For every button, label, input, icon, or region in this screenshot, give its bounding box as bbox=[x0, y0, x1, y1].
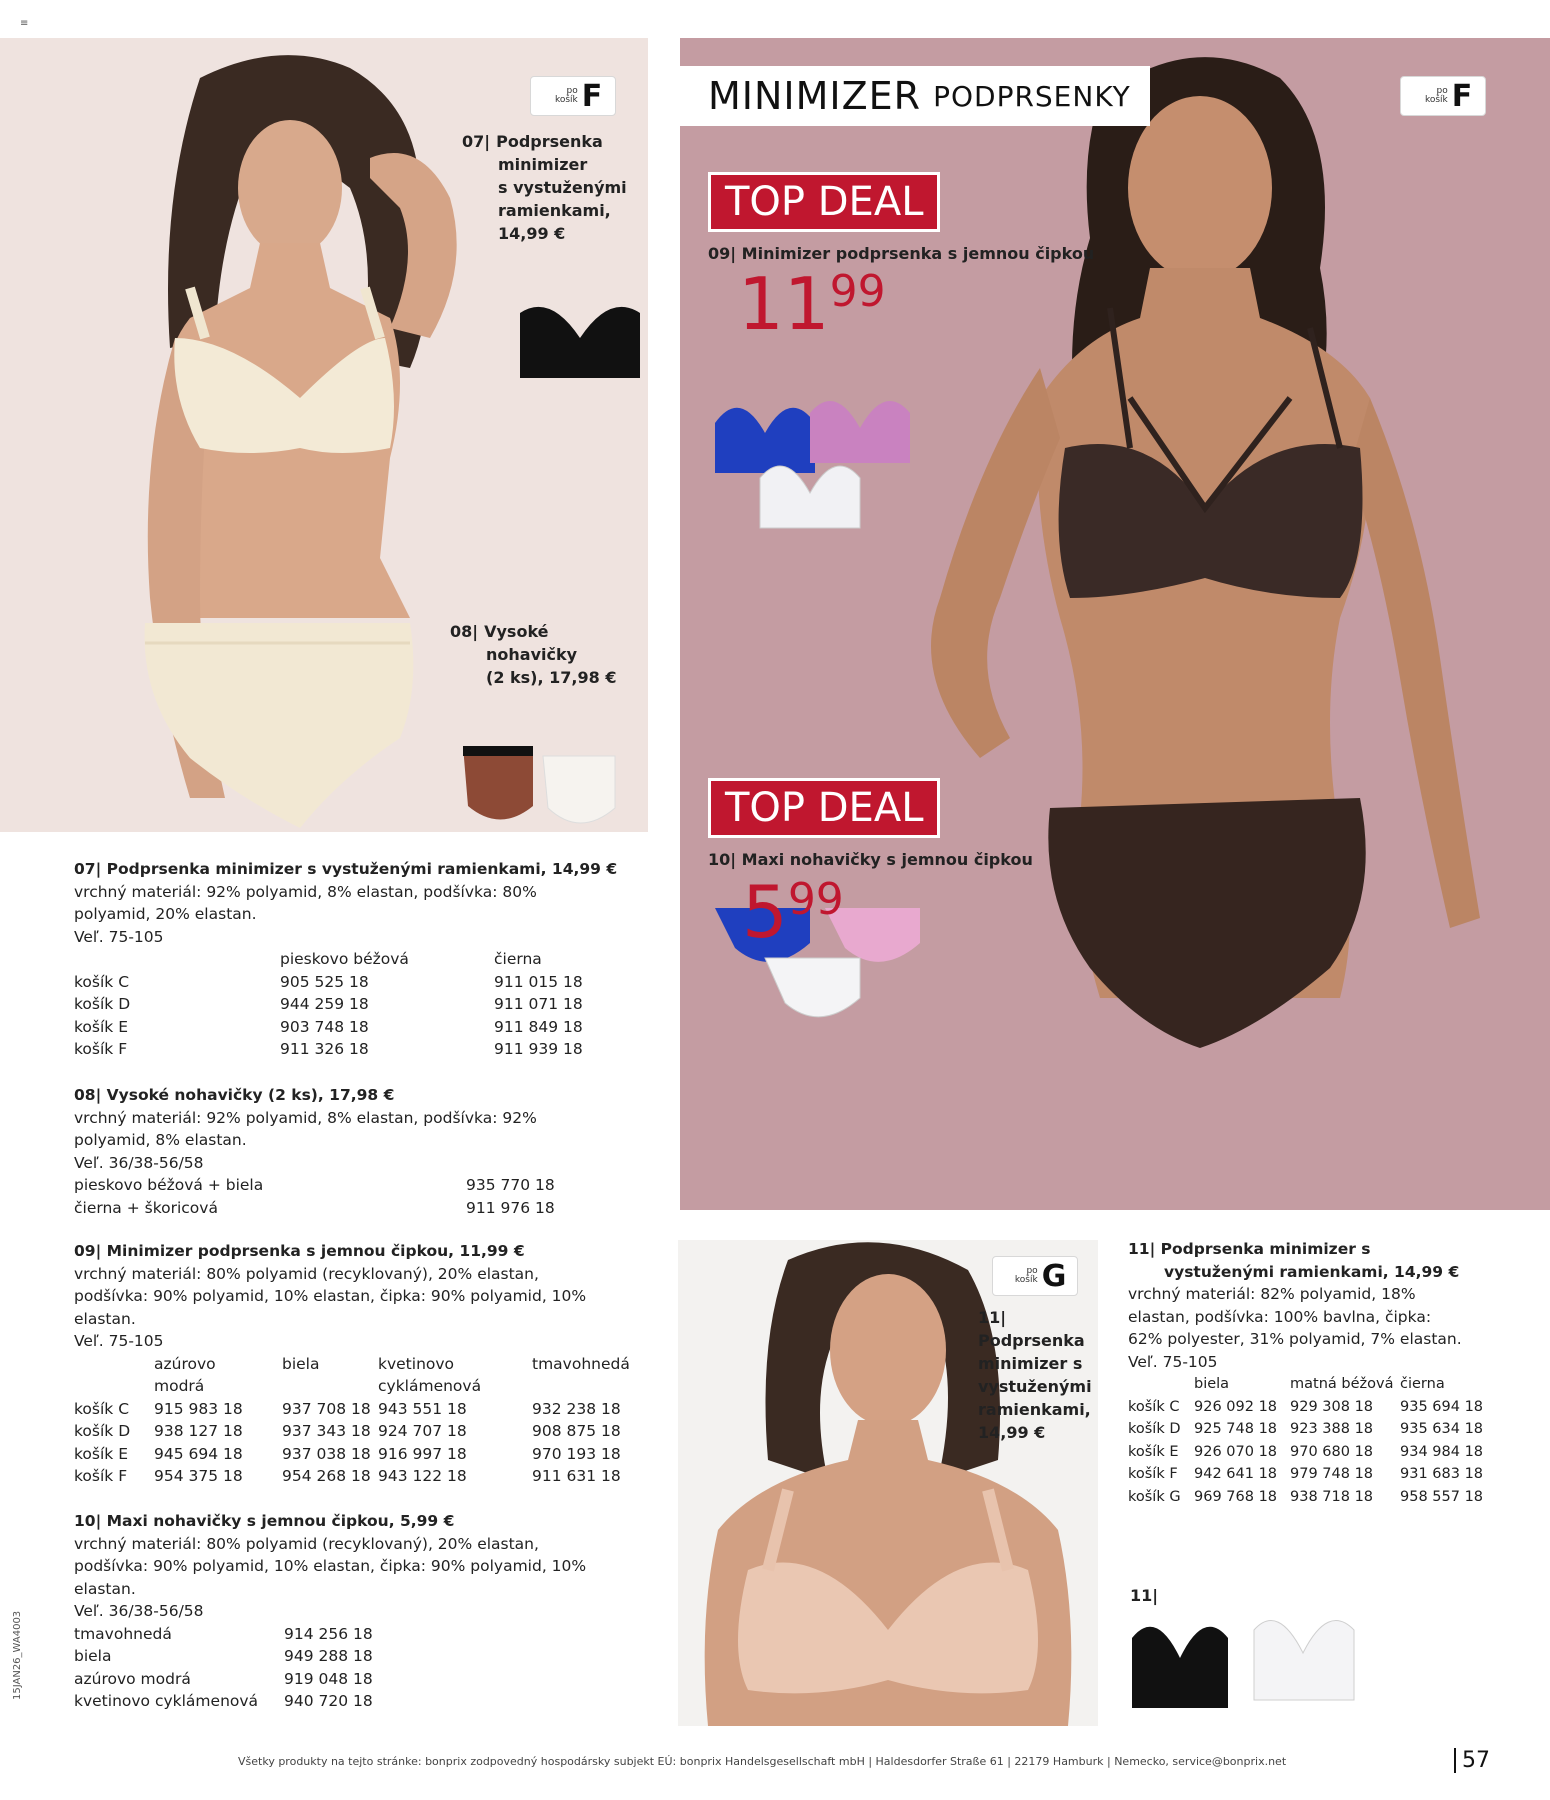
spec-10 bbox=[74, 1510, 674, 1713]
article-number: 937 038 18 bbox=[282, 1444, 371, 1463]
row-label: tmavohnedá bbox=[74, 1624, 172, 1643]
spec-07 bbox=[74, 858, 634, 1061]
deal-10-title: 10| Maxi nohavičky s jemnou čipkou bbox=[708, 850, 1033, 869]
article-number: 937 708 18 bbox=[282, 1399, 371, 1418]
column-header: kvetinovo bbox=[378, 1354, 455, 1373]
cup-badge-prefix: po košík bbox=[554, 86, 578, 105]
corner-mark: ≡ bbox=[20, 18, 29, 29]
row-label: kvetinovo cyklámenová bbox=[74, 1692, 259, 1710]
spec-07-table bbox=[74, 948, 583, 1061]
article-number: 925 748 18 bbox=[1194, 1421, 1278, 1437]
table-row bbox=[1128, 1441, 1483, 1464]
table-row bbox=[74, 1038, 583, 1061]
spec-07-line: polyamid, 20% elastan. bbox=[74, 905, 257, 923]
table-row bbox=[74, 993, 583, 1016]
row-label: košík E bbox=[74, 1444, 128, 1463]
spec-08-line: Veľ. 36/38-56/58 bbox=[74, 1153, 204, 1172]
spec-11-line: elastan, podšívka: 100% bavlna, čipka: bbox=[1128, 1307, 1432, 1326]
spec-10-line: Veľ. 36/38-56/58 bbox=[74, 1602, 204, 1620]
spec-11-table bbox=[1128, 1373, 1483, 1508]
row-label: biela bbox=[74, 1647, 112, 1665]
page-number-value: 57 bbox=[1454, 1748, 1490, 1773]
caption-11-number: 11| bbox=[978, 1308, 1007, 1327]
table-row bbox=[74, 1420, 630, 1443]
table-row bbox=[1128, 1486, 1483, 1509]
article-number: 934 984 18 bbox=[1400, 1443, 1484, 1460]
price-decimal: 99 bbox=[787, 874, 844, 925]
article-number: 932 238 18 bbox=[532, 1399, 621, 1418]
article-number: 931 683 18 bbox=[1400, 1466, 1484, 1482]
article-number: 926 070 18 bbox=[1194, 1443, 1278, 1460]
top-deal-badge-09: TOP DEAL bbox=[708, 172, 940, 232]
table-row bbox=[74, 1174, 555, 1197]
price-integer: 11 bbox=[738, 262, 830, 346]
spec-11-line: 62% polyester, 31% polyamid, 7% elastan. bbox=[1128, 1330, 1462, 1348]
caption-11-line: Podprsenka bbox=[978, 1331, 1085, 1350]
cup-size-badge-09 bbox=[1400, 76, 1486, 116]
row-label: košík D bbox=[1128, 1421, 1181, 1437]
row-label: košík E bbox=[1128, 1443, 1179, 1460]
column-header: modrá bbox=[154, 1377, 205, 1395]
section-title-banner bbox=[676, 66, 1150, 126]
row-label: košík C bbox=[74, 1399, 130, 1418]
legal-footer: Všetky produkty na tejto stránke: bonprix zodpovedný hospodársky subjekt EÚ: bonprix Handelsgesellschaft mbH | Haldesdorfer Straße 61 | 22179 Hamburk | Nemecko, service@bonprix.net bbox=[238, 1755, 1287, 1768]
cup-size-badge-11 bbox=[992, 1256, 1078, 1296]
article-number: 926 092 18 bbox=[1194, 1398, 1278, 1415]
column-header: pieskovo béžová bbox=[280, 950, 409, 968]
spec-08 bbox=[74, 1084, 634, 1219]
table-row bbox=[74, 1668, 373, 1691]
article-number: 940 720 18 bbox=[284, 1692, 373, 1710]
price-integer: 5 bbox=[742, 870, 788, 954]
caption-07-line: Podprsenka bbox=[496, 132, 603, 151]
row-label: košík D bbox=[74, 995, 131, 1013]
caption-07-line: minimizer bbox=[498, 155, 588, 174]
page-number bbox=[1454, 1748, 1490, 1773]
article-number: 924 707 18 bbox=[378, 1422, 467, 1440]
cup-badge-letter: F bbox=[1451, 78, 1473, 114]
section-subtitle: PODPRSENKY bbox=[933, 79, 1131, 113]
table-row bbox=[1128, 1396, 1483, 1419]
row-label: košík C bbox=[74, 972, 130, 991]
spec-08-line: polyamid, 8% elastan. bbox=[74, 1131, 247, 1149]
column-header: matná béžová bbox=[1290, 1376, 1394, 1392]
top-deal-badge-10: TOP DEAL bbox=[708, 778, 940, 838]
column-header: azúrovo bbox=[154, 1354, 216, 1373]
article-number: 944 259 18 bbox=[280, 995, 369, 1013]
table-row bbox=[74, 1443, 630, 1466]
article-number: 911 071 18 bbox=[494, 995, 583, 1013]
article-number: 970 680 18 bbox=[1290, 1443, 1374, 1460]
article-number: 969 768 18 bbox=[1194, 1488, 1278, 1505]
article-number: 937 343 18 bbox=[282, 1422, 371, 1440]
table-row bbox=[74, 1398, 630, 1421]
caption-08-line: Vysoké bbox=[484, 622, 549, 641]
deal-10-price bbox=[742, 870, 844, 954]
spec-09-line: Veľ. 75-105 bbox=[74, 1332, 164, 1350]
spec-09-line: elastan. bbox=[74, 1309, 136, 1328]
table-row bbox=[74, 1016, 583, 1039]
spec-07-line: vrchný materiál: 92% polyamid, 8% elastan, podšívka: 80% bbox=[74, 882, 537, 901]
spec-11-heading: vystuženými ramienkami, 14,99 € bbox=[1164, 1262, 1460, 1281]
article-number: 905 525 18 bbox=[280, 972, 369, 991]
article-number: 929 308 18 bbox=[1290, 1398, 1374, 1415]
article-number: 935 634 18 bbox=[1400, 1421, 1484, 1437]
article-number: 945 694 18 bbox=[154, 1444, 243, 1463]
cup-size-badge-07 bbox=[530, 76, 616, 116]
deal-09-title: 09| Minimizer podprsenka s jemnou čipkou bbox=[708, 244, 1095, 263]
article-number: 919 048 18 bbox=[284, 1669, 373, 1688]
spec-10-line: vrchný materiál: 80% polyamid (recyklovaný), 20% elastan, bbox=[74, 1534, 539, 1553]
article-number: 914 256 18 bbox=[284, 1624, 373, 1643]
caption-07-number: 07| bbox=[462, 132, 491, 151]
column-header: čierna bbox=[494, 950, 542, 968]
caption-08-line: nohavičky bbox=[486, 645, 578, 664]
spec-09 bbox=[74, 1240, 674, 1488]
article-number: 942 641 18 bbox=[1194, 1466, 1278, 1482]
table-row bbox=[74, 1623, 373, 1646]
caption-07-line: s vystuženými bbox=[498, 178, 627, 197]
table-row bbox=[1128, 1418, 1483, 1441]
cup-badge-prefix: po košík bbox=[1424, 86, 1448, 105]
table-row bbox=[74, 1690, 373, 1713]
section-title: MINIMIZER bbox=[708, 74, 922, 118]
row-label: košík F bbox=[74, 1040, 128, 1058]
caption-11-line: 14,99 € bbox=[978, 1423, 1046, 1442]
article-number: 903 748 18 bbox=[280, 1017, 369, 1036]
article-number: 911 631 18 bbox=[532, 1467, 621, 1485]
deal-09-price bbox=[738, 262, 886, 346]
row-label: košík E bbox=[74, 1017, 128, 1036]
article-number: 915 983 18 bbox=[154, 1399, 243, 1418]
caption-07-line: ramienkami, bbox=[498, 201, 611, 220]
article-number: 911 976 18 bbox=[466, 1198, 555, 1217]
article-number: 911 939 18 bbox=[494, 1040, 583, 1058]
row-label: košík C bbox=[1128, 1398, 1180, 1415]
article-number: 911 015 18 bbox=[494, 972, 583, 991]
table-row bbox=[74, 1197, 555, 1220]
price-decimal: 99 bbox=[829, 266, 886, 317]
spec-08-heading: 08| Vysoké nohavičky (2 ks), 17,98 € bbox=[74, 1086, 395, 1104]
spec-08-table bbox=[74, 1174, 555, 1219]
column-header: biela bbox=[1194, 1376, 1230, 1392]
article-number: 943 122 18 bbox=[378, 1467, 467, 1485]
cup-badge-letter: F bbox=[581, 78, 603, 114]
row-label: čierna + škoricová bbox=[74, 1198, 218, 1217]
article-number: 938 127 18 bbox=[154, 1422, 243, 1440]
side-code: 15JAN26_WA4003 bbox=[12, 1610, 23, 1700]
article-number: 970 193 18 bbox=[532, 1444, 621, 1463]
spec-09-table bbox=[74, 1353, 630, 1488]
caption-07 bbox=[462, 130, 627, 245]
article-number: 935 770 18 bbox=[466, 1176, 555, 1194]
row-label: košík F bbox=[1128, 1466, 1178, 1482]
row-label: azúrovo modrá bbox=[74, 1669, 191, 1688]
caption-11-line: ramienkami, bbox=[978, 1400, 1091, 1419]
article-number: 938 718 18 bbox=[1290, 1488, 1374, 1505]
article-number: 943 551 18 bbox=[378, 1399, 467, 1418]
article-number: 954 268 18 bbox=[282, 1467, 371, 1485]
spec-11-heading: 11| Podprsenka minimizer s bbox=[1128, 1240, 1371, 1258]
article-number: 958 557 18 bbox=[1400, 1488, 1484, 1505]
caption-11-line: minimizer s bbox=[978, 1354, 1083, 1373]
article-number: 911 326 18 bbox=[280, 1040, 369, 1058]
caption-08 bbox=[450, 620, 616, 689]
cup-badge-prefix: po košík bbox=[1014, 1266, 1038, 1285]
spec-07-heading: 07| Podprsenka minimizer s vystuženými ramienkami, 14,99 € bbox=[74, 860, 618, 878]
caption-11-products-number: 11| bbox=[1130, 1586, 1159, 1605]
caption-08-line: (2 ks), 17,98 € bbox=[486, 668, 617, 687]
article-number: 949 288 18 bbox=[284, 1647, 373, 1665]
table-row bbox=[1128, 1463, 1483, 1486]
caption-11 bbox=[978, 1306, 1092, 1444]
spec-11 bbox=[1128, 1238, 1528, 1508]
caption-11-line: vystuženými bbox=[978, 1377, 1092, 1396]
spec-07-line: Veľ. 75-105 bbox=[74, 927, 164, 946]
article-number: 911 849 18 bbox=[494, 1017, 583, 1036]
table-row bbox=[74, 1645, 373, 1668]
spec-10-line: podšívka: 90% polyamid, 10% elastan, čipka: 90% polyamid, 10% bbox=[74, 1557, 587, 1575]
product-11-variants bbox=[1128, 1608, 1358, 1718]
article-number: 935 694 18 bbox=[1400, 1398, 1484, 1415]
spec-10-heading: 10| Maxi nohavičky s jemnou čipkou, 5,99 € bbox=[74, 1512, 455, 1530]
spec-11-line: Veľ. 75-105 bbox=[1128, 1352, 1218, 1371]
article-number: 908 875 18 bbox=[532, 1422, 621, 1440]
spec-08-line: vrchný materiál: 92% polyamid, 8% elastan, podšívka: 92% bbox=[74, 1108, 537, 1127]
table-row bbox=[74, 1465, 630, 1488]
caption-07-line: 14,99 € bbox=[498, 224, 566, 243]
row-label: pieskovo béžová + biela bbox=[74, 1176, 264, 1194]
table-row bbox=[74, 971, 583, 994]
caption-08-number: 08| bbox=[450, 622, 479, 641]
article-number: 979 748 18 bbox=[1290, 1466, 1374, 1482]
spec-10-table bbox=[74, 1623, 373, 1713]
column-header: tmavohnedá bbox=[532, 1354, 630, 1373]
spec-09-heading: 09| Minimizer podprsenka s jemnou čipkou, 11,99 € bbox=[74, 1242, 525, 1260]
row-label: košík F bbox=[74, 1467, 128, 1485]
row-label: košík D bbox=[74, 1422, 131, 1440]
spec-10-line: elastan. bbox=[74, 1579, 136, 1598]
article-number: 954 375 18 bbox=[154, 1467, 243, 1485]
column-header: biela bbox=[282, 1354, 320, 1373]
spec-09-line: podšívka: 90% polyamid, 10% elastan, čipka: 90% polyamid, 10% bbox=[74, 1287, 587, 1305]
spec-09-line: vrchný materiál: 80% polyamid (recyklovaný), 20% elastan, bbox=[74, 1264, 539, 1283]
column-header: čierna bbox=[1400, 1376, 1445, 1392]
article-number: 916 997 18 bbox=[378, 1444, 467, 1463]
article-number: 923 388 18 bbox=[1290, 1421, 1374, 1437]
row-label: košík G bbox=[1128, 1488, 1181, 1505]
spec-11-line: vrchný materiál: 82% polyamid, 18% bbox=[1128, 1285, 1416, 1303]
column-header: cyklámenová bbox=[378, 1377, 482, 1395]
cup-badge-letter: G bbox=[1041, 1258, 1067, 1294]
